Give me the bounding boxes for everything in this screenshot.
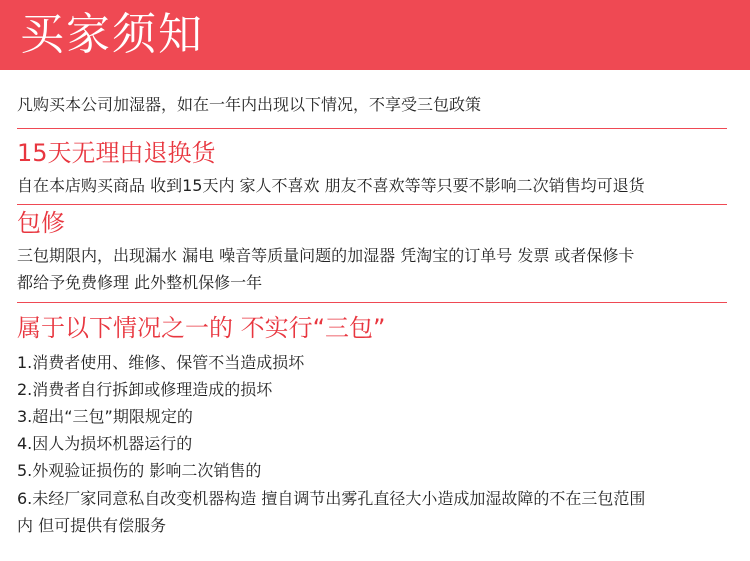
divider — [17, 128, 727, 129]
exclusion-item: 2.消费者自行拆卸或修理造成的损坏 — [17, 380, 273, 399]
repair-text-line: 都给予免费修理 此外整机保修一年 — [17, 273, 263, 292]
intro-text: 凡购买本公司加湿器，如在一年内出现以下情况，不享受三包政策 — [17, 95, 482, 114]
repair-text-line: 三包期限内，出现漏水 漏电 噪音等质量问题的加湿器 凭淘宝的订单号 发票 或者保修卡 — [17, 246, 635, 265]
exclusion-item: 1.消费者使用、维修、保管不当造成损坏 — [17, 353, 305, 372]
page-title: 买家须知 — [20, 9, 204, 60]
section-heading-return: 15天无理由退换货 — [17, 139, 216, 167]
divider — [17, 204, 727, 205]
return-policy-text: 自在本店购买商品 收到15天内 家人不喜欢 朋友不喜欢等等只要不影响二次销售均可退货 — [17, 176, 645, 195]
divider — [17, 302, 727, 303]
header-banner — [0, 0, 750, 70]
section-heading-exclusions: 属于以下情况之一的 不实行“三包” — [17, 314, 386, 342]
exclusion-item: 内 但可提供有偿服务 — [17, 516, 167, 535]
exclusion-item: 4.因人为损坏机器运行的 — [17, 434, 193, 453]
exclusion-item: 3.超出“三包”期限规定的 — [17, 407, 193, 426]
exclusion-item: 5.外观验证损伤的 影响二次销售的 — [17, 461, 262, 480]
section-heading-repair: 包修 — [17, 209, 65, 237]
exclusion-item: 6.未经厂家同意私自改变机器构造 擅自调节出雾孔直径大小造成加湿故障的不在三包范围 — [17, 489, 646, 508]
